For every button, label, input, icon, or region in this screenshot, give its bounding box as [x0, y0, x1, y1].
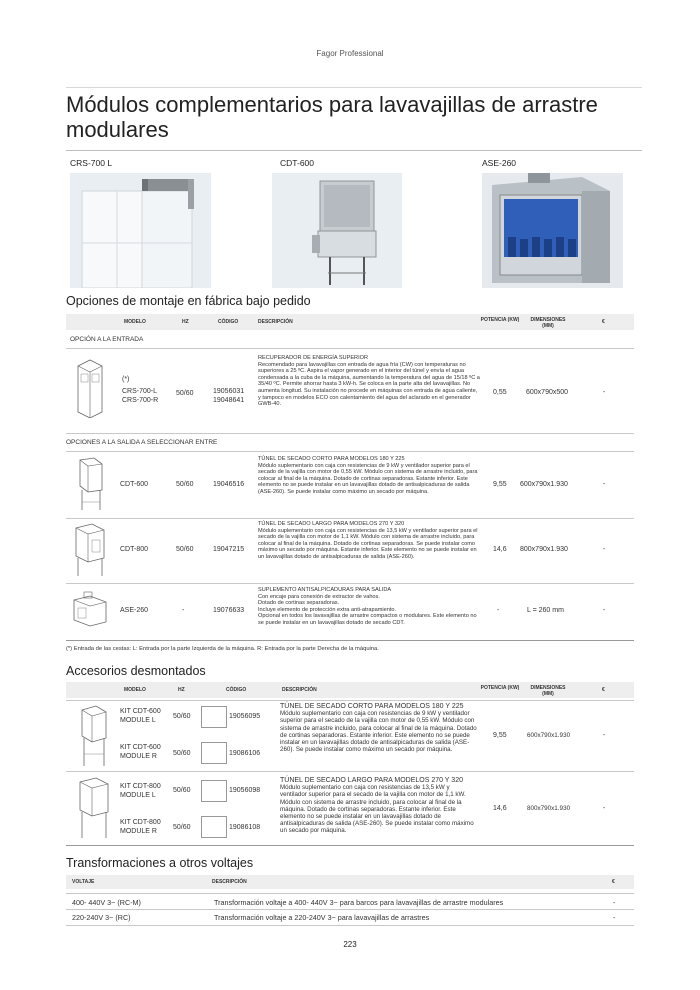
- title-divider: [66, 150, 642, 151]
- cdt600-dims: 600x790x1.930: [520, 481, 568, 488]
- product-label-cdt600: CDT-600: [280, 158, 315, 168]
- voltage-row-1-voltage: 400- 440V 3~ (RC-M): [72, 898, 141, 907]
- thumb-ase260: [70, 590, 110, 630]
- cdt800-code: 19047215: [213, 546, 245, 553]
- crs700-marker: (*): [122, 376, 130, 383]
- page-title: Módulos complementarios para lavavajillas de arrastre modulares: [66, 92, 598, 142]
- ase260-model: ASE-260: [120, 607, 149, 614]
- kit-cdt600-description: [280, 703, 478, 753]
- kit-cdt800-l-code: 19056098: [229, 787, 261, 794]
- voltages-table-header: [66, 875, 634, 889]
- col-codigo: CÓDIGO: [218, 319, 239, 325]
- col-modelo: MODELO: [124, 319, 146, 325]
- kit-cdt800-r-model: KIT CDT-800 MODULE R: [120, 819, 161, 835]
- cdt800-model: CDT-800: [120, 546, 149, 553]
- kit-cdt600-dims: 600x790x1.930: [527, 732, 571, 739]
- col-potencia: POTENCIA (KW): [480, 317, 520, 323]
- col-descripcion: DESCRIPCIÓN: [258, 319, 293, 325]
- options-footnote: (*) Entrada de las cestas: L: Entrada por la parte Izquierda de la máquina. R: Entrada por la parte Derecha de la máquina.: [66, 646, 379, 652]
- accessories-section-title: Accesorios desmontados: [66, 664, 206, 678]
- cdt800-hz: 50/60: [176, 546, 194, 553]
- ase260-price: -: [603, 607, 606, 614]
- cdt600-hz: 50/60: [176, 481, 194, 488]
- crs700-model-l: CRS-700-L: [122, 388, 158, 395]
- code-box-icon: [201, 816, 227, 838]
- code-box-icon: [201, 706, 227, 728]
- col-descripcion: DESCRIPCIÓN: [212, 879, 247, 885]
- product-label-crs700: CRS-700 L: [70, 158, 113, 168]
- voltage-row-1-price: -: [613, 898, 616, 907]
- cdt600-code: 19046516: [213, 481, 245, 488]
- col-codigo: CÓDIGO: [226, 687, 247, 693]
- kit-cdt600-l-model: KIT CDT-600 MODULE L: [120, 708, 161, 724]
- kit-cdt800-price: -: [603, 805, 606, 812]
- col-voltaje: VOLTAJE: [72, 879, 95, 885]
- crs700-power: 0,55: [493, 389, 507, 396]
- cdt600-price: -: [603, 481, 606, 488]
- crs700-code-r: 19048641: [213, 397, 245, 404]
- col-modelo: MODELO: [124, 687, 146, 693]
- thumb-cdt600: [72, 456, 108, 512]
- col-dimensiones: DIMENSIONES (MM): [530, 685, 566, 697]
- code-box-icon: [201, 780, 227, 802]
- voltage-row-2-desc: Transformación voltaje a 220-240V 3~ para lavavajillas de arrastres: [214, 913, 430, 922]
- product-photo-cdt600: [272, 173, 402, 288]
- voltages-section-title: Transformaciones a otros voltajes: [66, 856, 254, 870]
- code-box-icon: [201, 742, 227, 764]
- table-bottom: [66, 845, 634, 846]
- cdt800-power: 14,6: [493, 546, 507, 553]
- kit-cdt600-price: -: [603, 732, 606, 739]
- thumb-crs700: [72, 356, 108, 418]
- crs700-code-l: 19056031: [213, 388, 245, 395]
- kit-cdt800-desc-body: Módulo suplementario con caja con resistencias de 13,5 kW y ventilador superior para el secado de la vajilla con motor de 1,1 kW. Módulo con sistema de arrastre incluido, para colocar al final de la máquina. Dotado de cortinas separadoras. Estante inferior. Este elemento no se puede instalar en un lavavajillas dotado de antisalpicaduras de salida (ASE-260). Se puede instalar como máximo un secado por máquina.: [280, 784, 474, 835]
- ase260-code: 19076633: [213, 607, 245, 614]
- top-divider: [66, 87, 642, 88]
- kit-cdt800-l-model: KIT CDT-800 MODULE L: [120, 783, 161, 799]
- kit-cdt600-l-hz: 50/60: [173, 713, 191, 720]
- crs700-dims: 600x790x500: [526, 389, 569, 396]
- row-divider: [66, 433, 634, 434]
- row-divider: [66, 925, 634, 926]
- page-number: 223: [343, 940, 357, 949]
- group-entrada: OPCIÓN A LA ENTRADA: [70, 336, 144, 343]
- kit-cdt600-l-code: 19056095: [229, 713, 261, 720]
- ase260-hz: -: [182, 607, 185, 614]
- col-hz: HZ: [178, 687, 185, 693]
- col-price: €: [612, 879, 615, 885]
- kit-cdt600-r-code: 19086106: [229, 750, 261, 757]
- kit-cdt600-r-hz: 50/60: [173, 750, 191, 757]
- crs700-model-r: CRS-700-R: [122, 397, 159, 404]
- product-photo-ase260: [482, 173, 623, 288]
- cdt600-description: TÚNEL DE SECADO CORTO PARA MODELOS 180 Y 225 Módulo suplementario con caja con resistencias de 9 kW y ventilador superior para el secado de la vajilla con motor de 0,55 kW. Módulo con sistema de arrastre incluido, para colocar al final de la máquina. Dotado de cortinas separadoras. Estante inferior. Este elemento no se puede instalar en un lavavajillas dotado de antisalpicaduras de salida (ASE-260). Se puede instalar como máximo un secado por máquina.: [258, 456, 478, 495]
- ase260-power: -: [497, 607, 500, 614]
- cdt800-dims: 800x790x1.930: [520, 546, 568, 553]
- kit-cdt800-description: [280, 777, 478, 835]
- row-divider: [66, 583, 634, 584]
- row-divider: [66, 771, 634, 772]
- ase260-dims: L = 260 mm: [527, 607, 564, 614]
- row-divider: [66, 893, 634, 894]
- thumb-kit-cdt600: [74, 704, 112, 768]
- cdt600-model: CDT-600: [120, 481, 149, 488]
- row-divider: [66, 451, 634, 452]
- kit-cdt600-desc-title: TÚNEL DE SECADO CORTO PARA MODELOS 180 Y 225: [280, 703, 464, 710]
- cdt600-power: 9,55: [493, 481, 507, 488]
- kit-cdt800-dims: 800x790x1.930: [527, 805, 571, 812]
- row-divider: [66, 909, 634, 910]
- group-salida: OPCIONES A LA SALIDA A SELECCIONAR ENTRE: [66, 439, 218, 446]
- col-dimensiones: DIMENSIONES (MM): [530, 317, 566, 329]
- voltage-row-1-desc: Transformación voltaje a 400- 440V 3~ para barcos para lavavajillas de arrastre modulares: [214, 898, 504, 907]
- row-divider: [66, 700, 634, 701]
- crs700-price: -: [603, 389, 606, 396]
- ase260-description: SUPLEMENTO ANTISALPICADURAS PARA SALIDA Con encaje para conexión de extractor de vahos. Dotado de cortinas separadoras. Incluye elemento de protección extra anti-atrapamiento. Opcional en todos los lavavajillas de arrastre compactos o modulares. Este elemento no se puede instalar en un lavavajillas dotado de secado CDT.: [258, 587, 477, 626]
- thumb-cdt800: [70, 522, 110, 578]
- options-section-title: Opciones de montaje en fábrica bajo pedido: [66, 294, 311, 308]
- options-table-header: [66, 314, 634, 330]
- col-price: €: [602, 319, 605, 325]
- thumb-kit-cdt800: [74, 776, 112, 840]
- voltage-row-2-price: -: [613, 913, 616, 922]
- cdt800-price: -: [603, 546, 606, 553]
- kit-cdt600-r-model: KIT CDT-600 MODULE R: [120, 744, 161, 760]
- kit-cdt800-r-hz: 50/60: [173, 824, 191, 831]
- accessories-table-header: [66, 682, 634, 698]
- row-divider: [66, 348, 634, 349]
- voltage-row-2-voltage: 220-240V 3~ (RC): [72, 913, 131, 922]
- col-price: €: [602, 687, 605, 693]
- kit-cdt600-power: 9,55: [493, 732, 507, 739]
- crs700-hz: 50/60: [176, 390, 194, 397]
- col-descripcion: DESCRIPCIÓN: [282, 687, 317, 693]
- kit-cdt800-l-hz: 50/60: [173, 787, 191, 794]
- crs700-description: RECUPERADOR DE ENERGÍA SUPERIOR Recomendado para lavavajillas con entrada de agua fría (CW) con temperaturas no superiores a 25 ºC. Aspira el vapor generado en el interior del túnel y envía el agua condensada a la cuba de la máquina, aumentando la temperatura del agua de 15/18 ºC a 35/40 ºC. Permite ahorrar hasta 3 kW-h. Se coloca en la parte alta del lavavajillas. No aumenta longitud. Su instalación no procede en máquinas con entrada de agua caliente, y tampoco en modelos ECO con calentamiento del agua del aclarado en el generador GWB-40.: [258, 355, 480, 408]
- row-divider: [66, 518, 634, 519]
- product-label-ase260: ASE-260: [482, 158, 517, 168]
- kit-cdt800-r-code: 19086108: [229, 824, 261, 831]
- kit-cdt600-desc-body: Módulo suplementario con caja con resistencias de 9 kW y ventilador superior para el secado de la vajilla con motor de 0,55 kW. Módulo con sistema de arrastre incluido, para colocar al final de la máquina. Dotado de cortinas separadoras. Estante inferior. Este elemento no se puede instalar en un lavavajillas dotado de antisalpicaduras de salida (ASE-260). Se puede instalar como máximo un secado por máquina.: [280, 710, 477, 754]
- kit-cdt800-desc-title: TÚNEL DE SECADO LARGO PARA MODELOS 270 Y 320: [280, 777, 463, 784]
- table-bottom: [66, 640, 634, 641]
- kit-cdt800-power: 14,6: [493, 805, 507, 812]
- product-photo-crs700: [70, 173, 211, 288]
- col-hz: HZ: [182, 319, 189, 325]
- col-potencia: POTENCIA (KW): [480, 685, 520, 691]
- header-brand: Fagor Professional: [316, 49, 384, 58]
- cdt800-description: TÚNEL DE SECADO LARGO PARA MODELOS 270 Y 320 Módulo suplementario con caja con resistencias de 13,5 kW y ventilador superior para el secado de la vajilla con motor de 1,1 kW. Módulo con sistema de arrastre incluido, para colocar al final de la máquina. Dotado de cortinas separadoras. Se puede instalar como máximo un secado por máquina. Estante inferior. Este elemento no se puede instalar en un lavavajillas dotado de antisalpicaduras de salida (ASE-260).: [258, 521, 478, 560]
